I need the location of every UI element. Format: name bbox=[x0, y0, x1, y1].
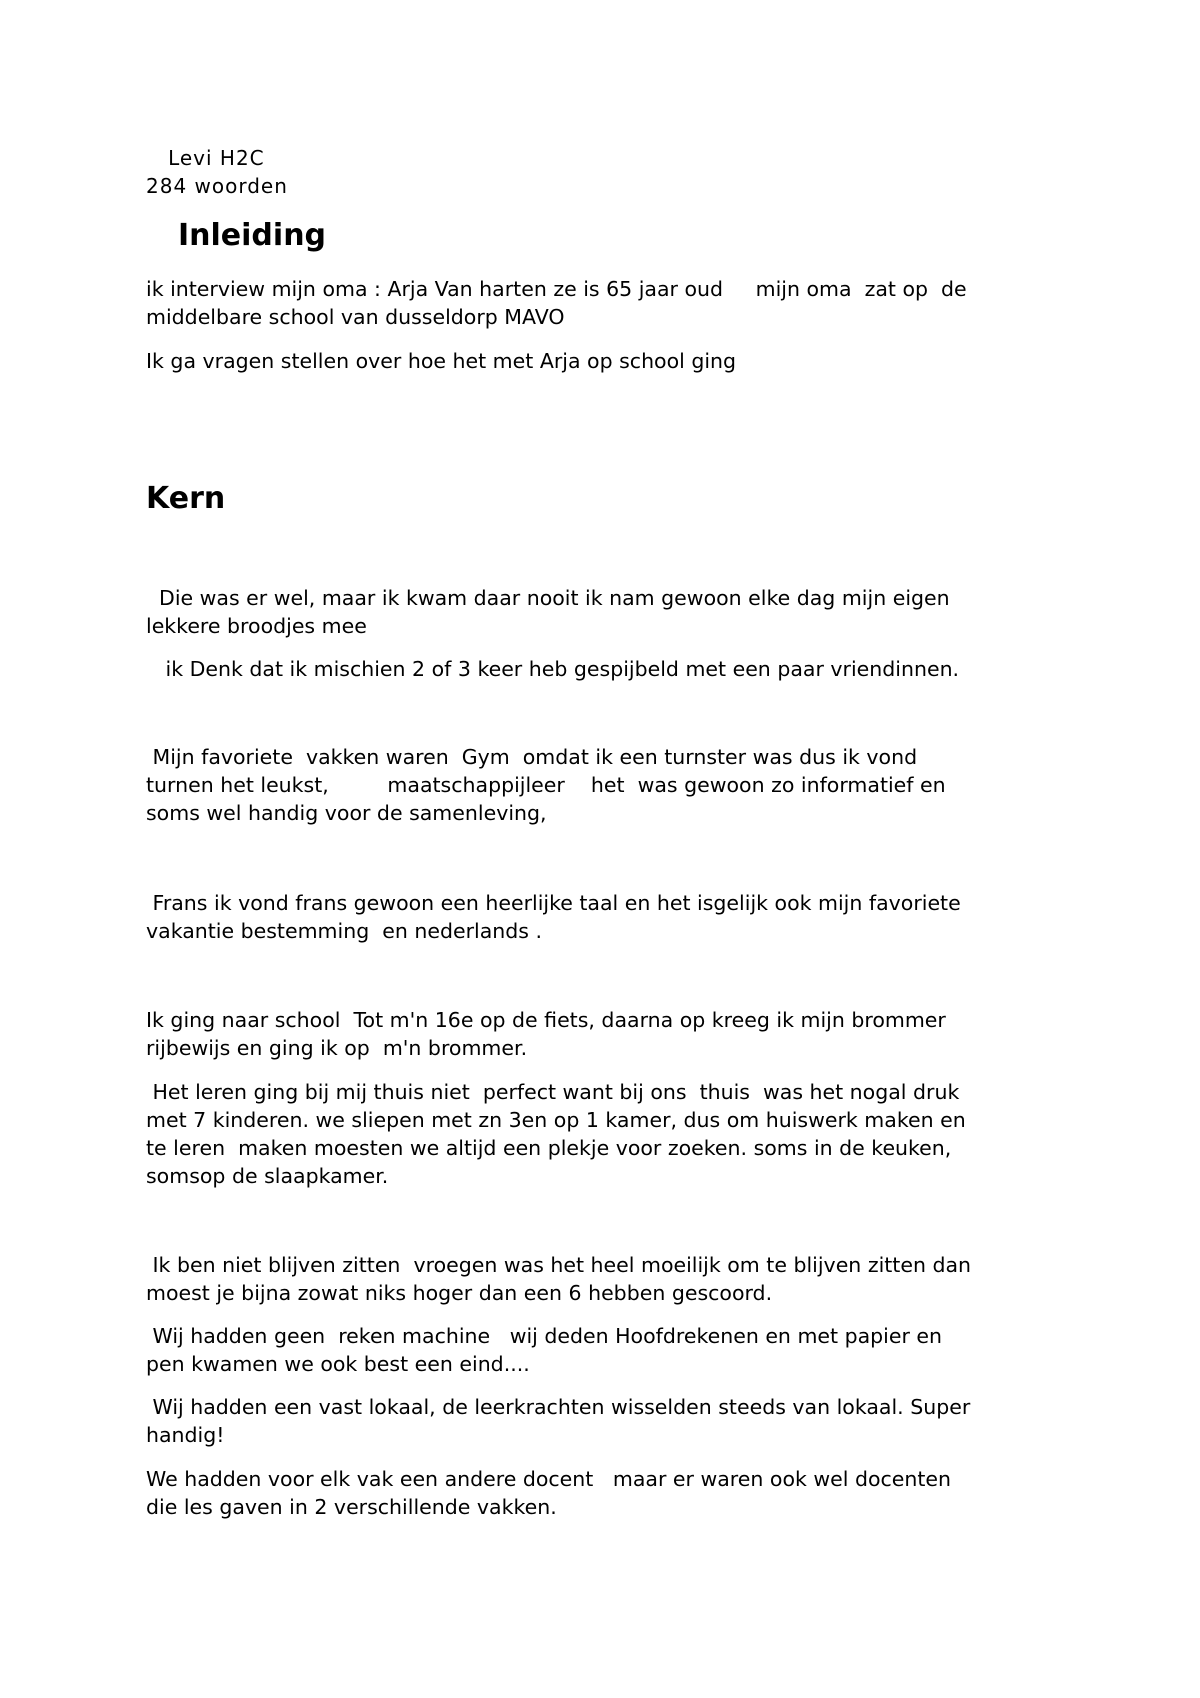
core-line: met 7 kinderen. we sliepen met zn 3en op 1 kamer, dus om huiswerk maken en bbox=[146, 1108, 966, 1132]
intro-line: ik interview mijn oma : Arja Van harten ze is 65 jaar oud mijn oma zat op de bbox=[146, 277, 967, 301]
core-line: moest je bijna zowat niks hoger dan een 6 hebben gescoord. bbox=[146, 1281, 773, 1305]
core-line: ik Denk dat ik mischien 2 of 3 keer heb gespijbeld met een paar vriendinnen. bbox=[146, 657, 960, 681]
core-heading: Kern bbox=[146, 481, 226, 516]
core-line: Frans ik vond frans gewoon een heerlijke taal en het isgelijk ook mijn favoriete bbox=[146, 891, 961, 915]
core-line: vakantie bestemming en nederlands . bbox=[146, 919, 543, 943]
core-line: soms wel handig voor de samenleving, bbox=[146, 801, 547, 825]
core-line: Ik ben niet blijven zitten vroegen was het heel moeilijk om te blijven zitten dan bbox=[146, 1253, 972, 1277]
core-line: We hadden voor elk vak een andere docent maar er waren ook wel docenten bbox=[146, 1467, 952, 1491]
core-line: pen kwamen we ook best een eind.... bbox=[146, 1352, 530, 1376]
core-line: lekkere broodjes mee bbox=[146, 614, 367, 638]
core-line: handig! bbox=[146, 1423, 225, 1447]
intro-line: Ik ga vragen stellen over hoe het met Arja op school ging bbox=[146, 349, 737, 373]
author-line: Levi H2C bbox=[146, 146, 265, 170]
word-count: 284 woorden bbox=[146, 174, 288, 198]
core-line: die les gaven in 2 verschillende vakken. bbox=[146, 1495, 557, 1519]
core-line: Ik ging naar school Tot m'n 16e op de fiets, daarna op kreeg ik mijn brommer bbox=[146, 1008, 946, 1032]
core-line: turnen het leukst, maatschappijleer het was gewoon zo informatief en bbox=[146, 773, 946, 797]
intro-line: middelbare school van dusseldorp MAVO bbox=[146, 305, 565, 329]
core-line: rijbewijs en ging ik op m'n brommer. bbox=[146, 1036, 528, 1060]
core-line: somsop de slaapkamer. bbox=[146, 1164, 389, 1188]
core-line: Wij hadden een vast lokaal, de leerkrachten wisselden steeds van lokaal. Super bbox=[146, 1395, 971, 1419]
intro-heading: Inleiding bbox=[178, 218, 327, 253]
core-line: Wij hadden geen reken machine wij deden Hoofdrekenen en met papier en bbox=[146, 1324, 943, 1348]
core-line: Mijn favoriete vakken waren Gym omdat ik een turnster was dus ik vond bbox=[146, 745, 918, 769]
core-line: Het leren ging bij mij thuis niet perfect want bij ons thuis was het nogal druk bbox=[146, 1080, 960, 1104]
core-line: Die was er wel, maar ik kwam daar nooit ik nam gewoon elke dag mijn eigen bbox=[146, 586, 950, 610]
core-line: te leren maken moesten we altijd een plekje voor zoeken. soms in de keuken, bbox=[146, 1136, 952, 1160]
